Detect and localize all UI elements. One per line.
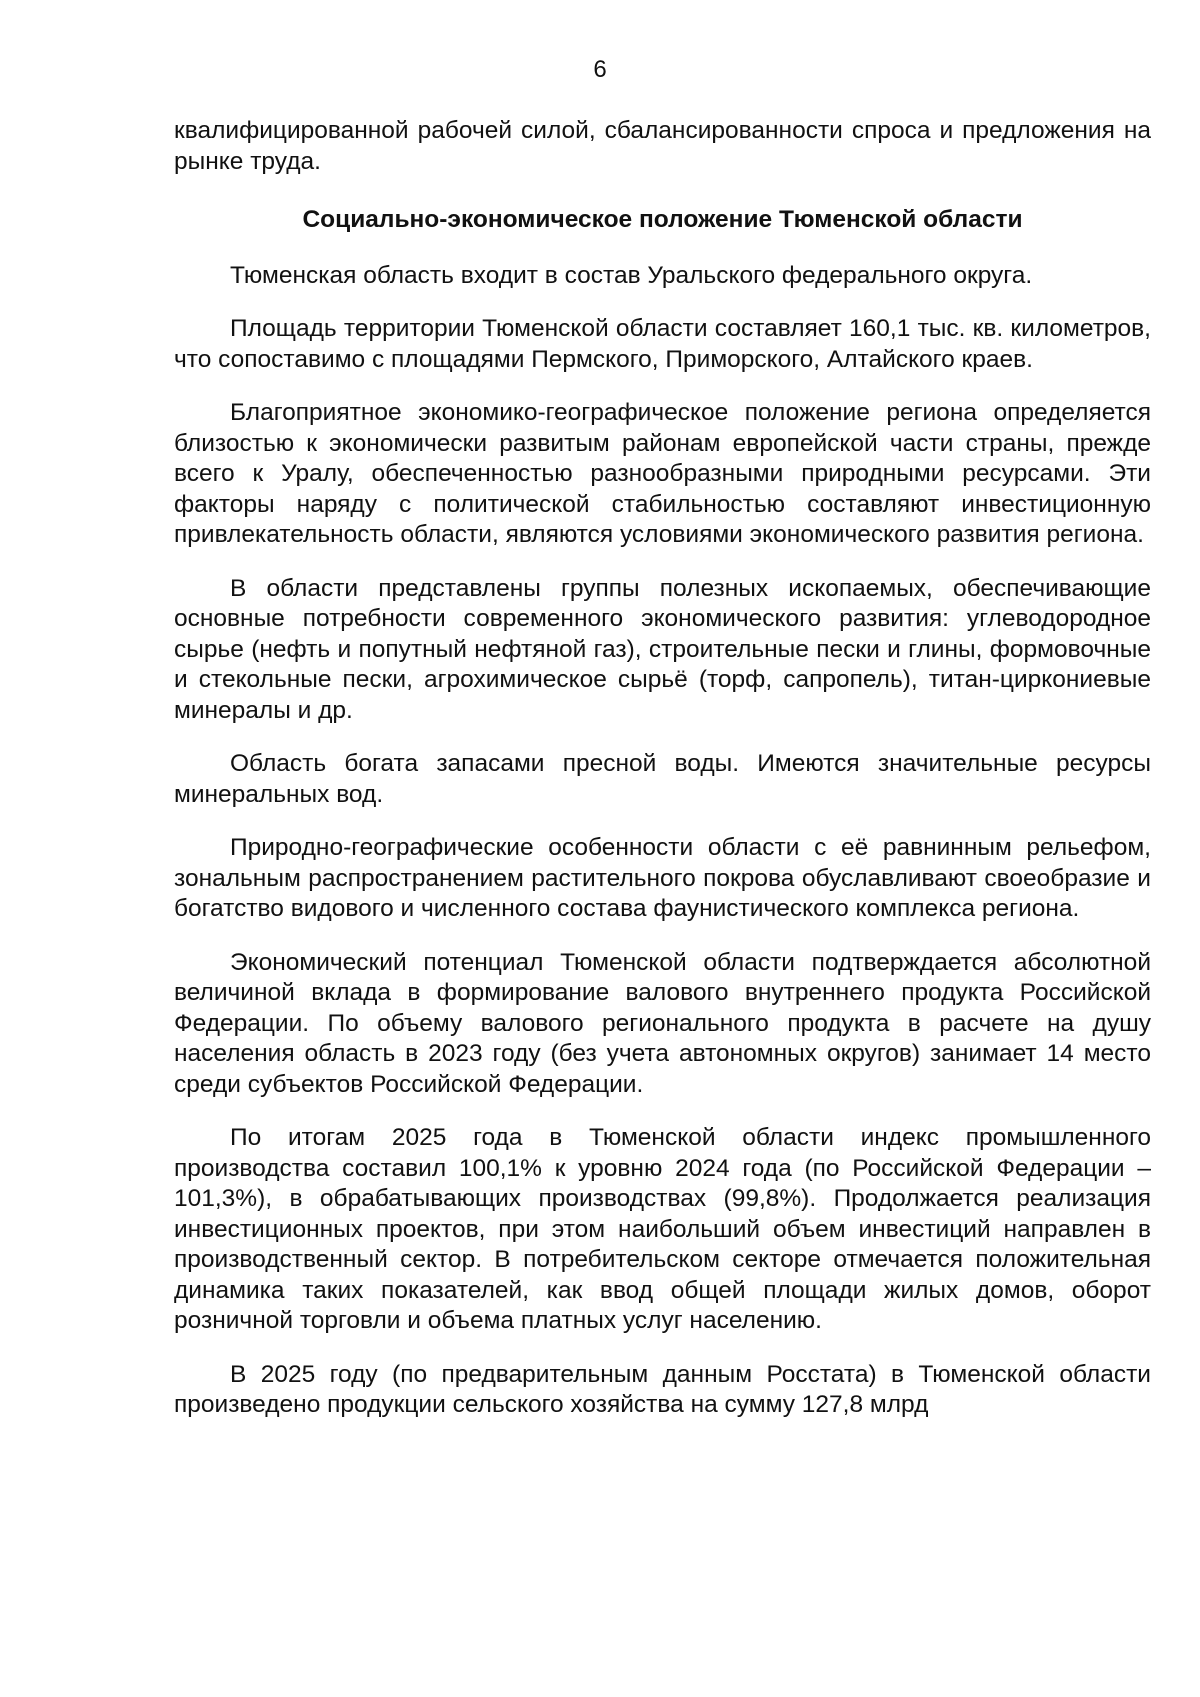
paragraph-area: Площадь территории Тюменской области составляет 160,1 тыс. кв. километров, что сопоставимо с площадями Пермского, Приморского, Алтайского краев. bbox=[174, 315, 1151, 373]
paragraph-water: Область богата запасами пресной воды. Имеются значительные ресурсы минеральных вод. bbox=[174, 750, 1151, 808]
paragraph-industry: По итогам 2025 года в Тюменской области индекс промышленного производства составил 100,1% к уровню 2024 года (по Российской Федерации – 101,3%), в обрабатывающих производствах (99,8%). Продолжается реализация инвестиционных проектов, при этом наибольший объем инвестиций направлен в производственный сектор. В потребительском секторе отмечается положительная динамика таких показателей, как ввод общей площади жилых домов, оборот розничной торговли и объема платных услуг населению. bbox=[174, 1124, 1151, 1334]
paragraph-economy: Экономический потенциал Тюменской области подтверждается абсолютной величиной вклада в формирование валового внутреннего продукта Российской Федерации. По объему валового регионального продукта в расчете на душу населения область в 2023 году (без учета автономных округов) занимает 14 место среди субъектов Российской Федерации. bbox=[174, 948, 1151, 1098]
paragraph-fauna: Природно-географические особенности области с её равнинным рельефом, зональным распространением растительного покрова обуславливают своеобразие и богатство видового и численного состава фаунистического комплекса региона. bbox=[174, 834, 1151, 922]
paragraph-ufo: Тюменская область входит в состав Уральского федерального округа. bbox=[230, 261, 1033, 289]
page-number: 6 bbox=[593, 56, 607, 83]
continuation-paragraph: квалифицированной рабочей силой, сбалансированности спроса и предложения на рынке труда. bbox=[174, 117, 1151, 175]
paragraph-minerals: В области представлены группы полезных ископаемых, обеспечивающие основные потребности современного экономического развития: углеводородное сырье (нефть и попутный нефтяной газ), строительные пески и глины, формовочные и стекольные пески, агрохимическое сырьё (торф, сапропель), титан-циркониевые минералы и др. bbox=[174, 574, 1151, 724]
paragraph-agriculture: В 2025 году (по предварительным данным Росстата) в Тюменской области произведено продукции сельского хозяйства на сумму 127,8 млрд bbox=[174, 1360, 1151, 1418]
document-body bbox=[174, 116, 1151, 1421]
section-heading: Социально-экономическое положение Тюменской области bbox=[302, 206, 1023, 233]
paragraph-geography: Благоприятное экономико-географическое положение региона определяется близостью к экономически развитым районам европейской части страны, прежде всего к Уралу, обеспеченностью разнообразными природными ресурсами. Эти факторы наряду с политической стабильностью составляют инвестиционную привлекательность области, являются условиями экономического развития региона. bbox=[174, 399, 1151, 548]
